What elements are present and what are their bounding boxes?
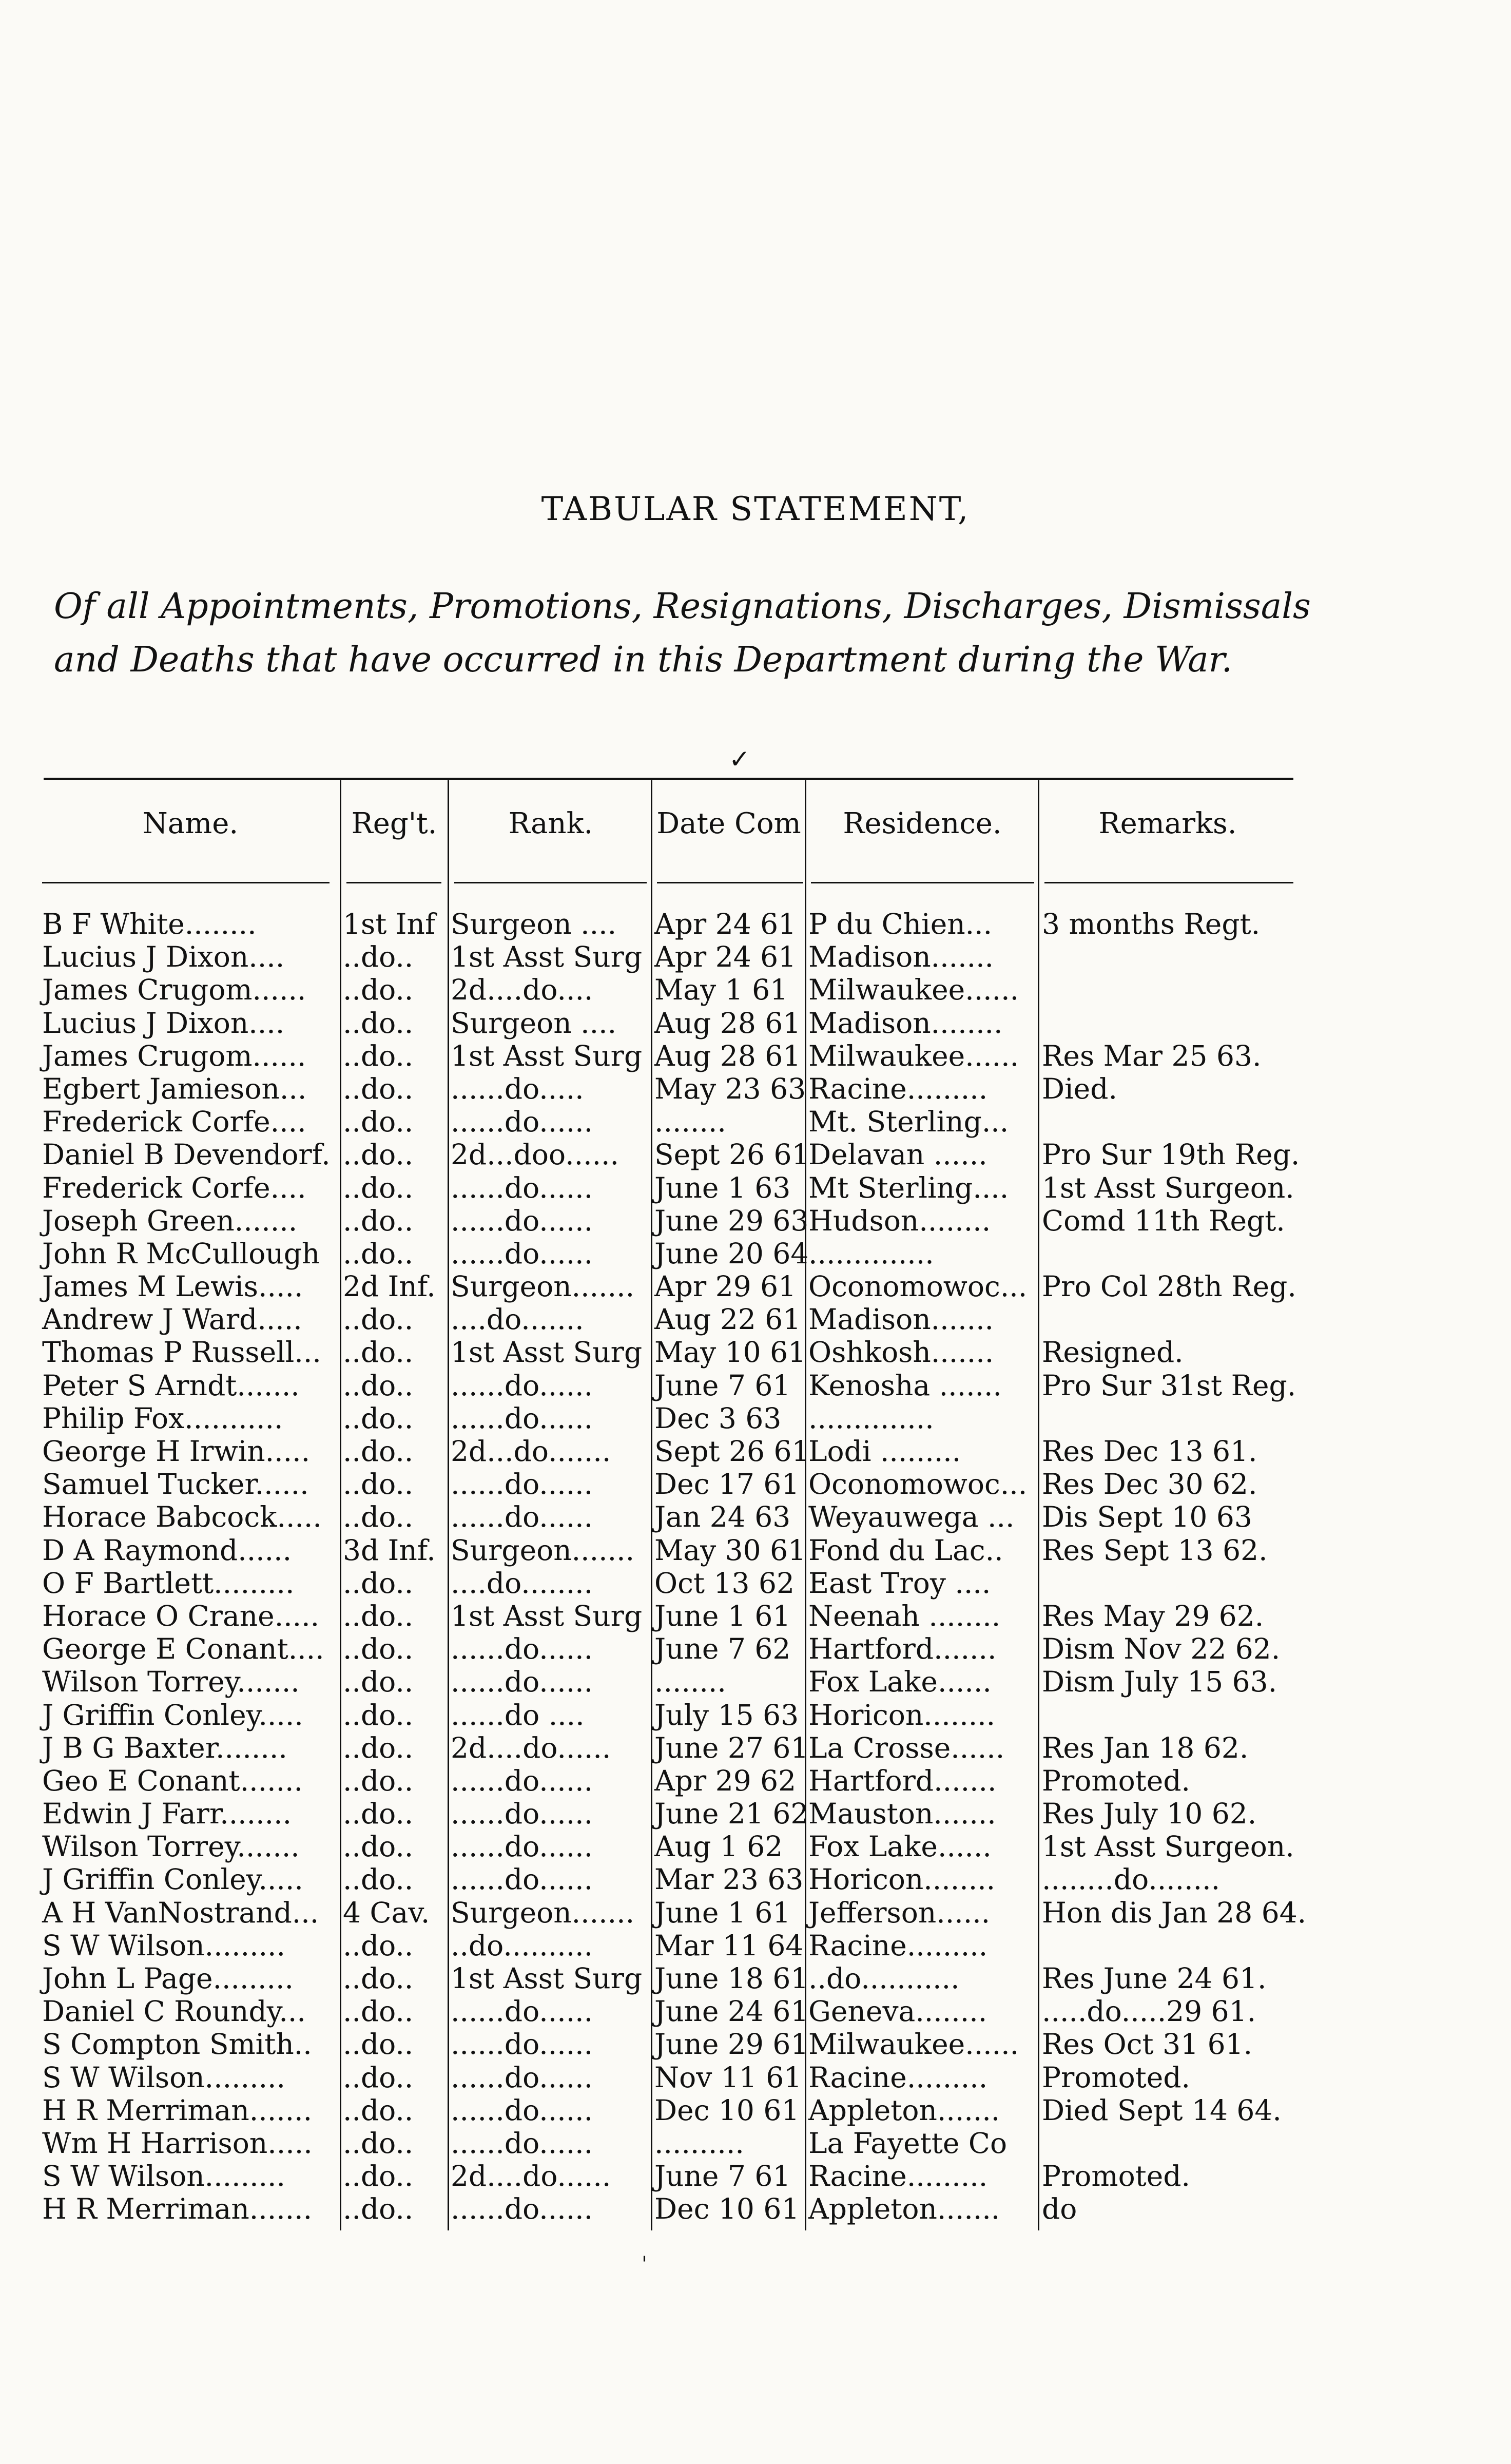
- table-row: [0, 1500, 1511, 1533]
- table-row: [0, 1171, 1511, 1204]
- cell-residence: Lodi .........: [808, 1435, 961, 1468]
- table-row: [0, 1237, 1511, 1270]
- cell-name: Lucius J Dixon....: [42, 940, 285, 974]
- table-row: [0, 1962, 1511, 1995]
- cell-residence: Racine.........: [808, 1929, 988, 1962]
- cell-date: Dec 17 61: [654, 1468, 800, 1501]
- table-row: [0, 1764, 1511, 1797]
- cell-residence: Weyauwega ...: [808, 1500, 1015, 1534]
- table-row: [0, 1007, 1511, 1040]
- cell-name: B F White........: [42, 908, 257, 940]
- cell-remarks: Died.: [1042, 1072, 1117, 1105]
- cell-regt: ..do..: [343, 2192, 414, 2226]
- header-regt: Reg't.: [351, 807, 437, 840]
- cell-rank: ......do......: [451, 2028, 593, 2061]
- table-row: [0, 1270, 1511, 1303]
- cell-regt: 4 Cav.: [343, 1896, 430, 1929]
- cell-rank: ......do.....: [451, 1072, 584, 1105]
- cell-remarks: Promoted.: [1042, 2160, 1191, 2193]
- cell-rank: Surgeon ....: [451, 908, 617, 940]
- cell-residence: Jefferson......: [808, 1896, 991, 1929]
- cell-regt: 2d Inf.: [343, 1270, 436, 1303]
- table-row: [0, 1731, 1511, 1764]
- cell-rank: ......do......: [451, 1369, 593, 1402]
- cell-name: John R McCullough: [42, 1237, 320, 1270]
- cell-residence: Fond du Lac..: [808, 1533, 1003, 1567]
- cell-regt: ..do..: [343, 2093, 414, 2127]
- cell-residence: ..do...........: [808, 1962, 960, 1995]
- cell-residence: Appleton.......: [808, 2192, 1000, 2226]
- cell-remarks: Pro Col 28th Reg.: [1042, 1270, 1296, 1303]
- cell-residence: Madison........: [808, 1006, 1003, 1040]
- cell-name: John L Page.........: [42, 1962, 294, 1995]
- cell-residence: P du Chien...: [808, 908, 993, 940]
- cell-date: Dec 10 61: [654, 2093, 800, 2127]
- cell-rank: 1st Asst Surg: [451, 1962, 643, 1995]
- cell-remarks: Died Sept 14 64.: [1042, 2093, 1282, 2127]
- cell-residence: Oconomowoc...: [808, 1270, 1028, 1303]
- table-row: [0, 1040, 1511, 1072]
- cell-residence: Hartford.......: [808, 1632, 997, 1666]
- cell-rank: 1st Asst Surg: [451, 1336, 643, 1369]
- table-row: [0, 2061, 1511, 2094]
- table-row: [0, 973, 1511, 1006]
- cell-remarks: Res June 24 61.: [1042, 1962, 1267, 1995]
- table-row: [0, 2028, 1511, 2061]
- cell-rank: ......do......: [451, 1204, 593, 1237]
- cell-date: Sept 26 61: [654, 1138, 810, 1171]
- cell-residence: Mt Sterling....: [808, 1171, 1009, 1204]
- cell-residence: La Crosse......: [808, 1731, 1005, 1764]
- cell-date: Dec 10 61: [654, 2192, 800, 2226]
- cell-regt: ..do..: [343, 1929, 414, 1962]
- cell-regt: ..do..: [343, 1599, 414, 1632]
- cell-date: June 24 61: [654, 1995, 809, 2028]
- cell-rank: ......do......: [451, 1665, 593, 1699]
- cell-date: Nov 11 61: [654, 2061, 802, 2094]
- table-row: [0, 1896, 1511, 1929]
- cell-residence: Oshkosh.......: [808, 1336, 994, 1369]
- table-row: [0, 1369, 1511, 1402]
- cell-rank: ......do......: [451, 1500, 593, 1534]
- cell-name: James Crugom......: [42, 973, 306, 1007]
- cell-remarks: Res Dec 30 62.: [1042, 1468, 1257, 1501]
- table-row: [0, 1995, 1511, 2028]
- cell-rank: 2d....do....: [451, 973, 593, 1007]
- cell-date: June 7 62: [654, 1632, 791, 1666]
- table-row: [0, 1303, 1511, 1336]
- cell-regt: ..do..: [343, 1237, 414, 1270]
- table-row: [0, 1402, 1511, 1435]
- cell-residence: Racine.........: [808, 1072, 988, 1105]
- cell-name: H R Merriman.......: [42, 2192, 313, 2226]
- header-underline: [657, 882, 803, 883]
- header-residence: Residence.: [843, 807, 1002, 840]
- cell-regt: ..do..: [343, 1171, 414, 1204]
- header-date: Date Com: [656, 807, 801, 840]
- cell-remarks: Dis Sept 10 63: [1042, 1500, 1252, 1534]
- header-underline: [346, 882, 441, 883]
- cell-residence: Milwaukee......: [808, 973, 1019, 1007]
- cell-name: S W Wilson.........: [42, 2160, 286, 2193]
- cell-remarks: Res Sept 13 62.: [1042, 1533, 1268, 1567]
- cell-rank: 1st Asst Surg: [451, 1599, 643, 1632]
- header-name: Name.: [142, 807, 239, 840]
- cell-regt: ..do..: [343, 1105, 414, 1139]
- table-row: [0, 1435, 1511, 1468]
- table-row: [0, 1204, 1511, 1237]
- cell-remarks: do: [1042, 2192, 1077, 2226]
- cell-rank: Surgeon.......: [451, 1533, 635, 1567]
- cell-residence: Kenosha .......: [808, 1369, 1002, 1402]
- cell-name: James M Lewis.....: [42, 1270, 303, 1303]
- cell-rank: ......do......: [451, 1797, 593, 1831]
- cell-date: May 30 61: [654, 1533, 806, 1567]
- cell-residence: ..............: [808, 1401, 934, 1435]
- cell-rank: ......do......: [451, 1171, 593, 1204]
- cell-date: Mar 23 63: [654, 1863, 804, 1896]
- cell-regt: ..do..: [343, 1632, 414, 1666]
- cell-regt: ..do..: [343, 1435, 414, 1468]
- header-underline: [1044, 882, 1293, 883]
- cell-name: Wm H Harrison.....: [42, 2126, 313, 2160]
- cell-rank: 2d....do......: [451, 2160, 611, 2193]
- cell-date: Apr 29 62: [654, 1764, 797, 1797]
- check-mark-glyph: ✓: [729, 744, 750, 774]
- table-header: [0, 807, 1511, 853]
- cell-residence: Hudson........: [808, 1204, 991, 1237]
- cell-regt: 1st Inf: [343, 908, 436, 940]
- cell-rank: ......do......: [451, 1401, 593, 1435]
- cell-residence: Madison.......: [808, 940, 994, 974]
- cell-residence: Hartford.......: [808, 1764, 997, 1797]
- cell-rank: Surgeon.......: [451, 1270, 635, 1303]
- table-row: [0, 1863, 1511, 1896]
- cell-name: Horace Babcock.....: [42, 1500, 322, 1534]
- cell-name: S W Wilson.........: [42, 2061, 286, 2094]
- cell-residence: Mauston.......: [808, 1797, 996, 1831]
- cell-remarks: .....do.....29 61.: [1042, 1995, 1256, 2028]
- cell-residence: Racine.........: [808, 2061, 988, 2094]
- cell-name: Wilson Torrey.......: [42, 1830, 300, 1863]
- cell-residence: Fox Lake......: [808, 1665, 992, 1699]
- cell-date: Aug 28 61: [654, 1006, 801, 1040]
- cell-residence: East Troy ....: [808, 1566, 991, 1600]
- cell-name: Geo E Conant.......: [42, 1764, 303, 1797]
- cell-rank: 2d...doo......: [451, 1138, 619, 1171]
- cell-date: June 20 64: [654, 1237, 809, 1270]
- cell-date: Aug 1 62: [654, 1830, 783, 1863]
- table-row: [0, 2192, 1511, 2225]
- cell-rank: ......do......: [451, 1830, 593, 1863]
- page-subtitle: Of all Appointments, Promotions, Resignations, Discharges, Dismissals and Deaths that have occurred in this Department during the War.: [54, 586, 1311, 680]
- cell-date: ..........: [654, 2126, 744, 2160]
- cell-remarks: Resigned.: [1042, 1336, 1184, 1369]
- cell-residence: Horicon........: [808, 1863, 996, 1896]
- cell-name: George E Conant....: [42, 1632, 324, 1666]
- cell-date: Aug 22 61: [654, 1303, 801, 1336]
- table-row: [0, 1797, 1511, 1830]
- table-row: [0, 1929, 1511, 1962]
- cell-remarks: Res Oct 31 61.: [1042, 2028, 1253, 2061]
- cell-residence: Oconomowoc...: [808, 1468, 1028, 1501]
- table-row: [0, 1600, 1511, 1632]
- cell-rank: ......do......: [451, 1995, 593, 2028]
- cell-regt: ..do..: [343, 1566, 414, 1600]
- header-underline: [811, 882, 1034, 883]
- cell-date: May 23 63: [654, 1072, 806, 1105]
- table-row: [0, 1699, 1511, 1731]
- cell-name: Frederick Corfe....: [42, 1171, 306, 1204]
- table-row: [0, 1830, 1511, 1863]
- cell-regt: ..do..: [343, 1962, 414, 1995]
- cell-rank: ......do......: [451, 1863, 593, 1896]
- cell-name: Andrew J Ward.....: [42, 1303, 302, 1336]
- cell-date: June 7 61: [654, 2160, 791, 2193]
- cell-name: Daniel C Roundy...: [42, 1995, 306, 2028]
- cell-remarks: Res May 29 62.: [1042, 1599, 1264, 1632]
- page-mark: ': [642, 2253, 647, 2276]
- cell-remarks: Hon dis Jan 28 64.: [1042, 1896, 1307, 1929]
- cell-residence: Mt. Sterling...: [808, 1105, 1009, 1139]
- table-top-rule: [44, 778, 1293, 780]
- cell-name: Egbert Jamieson...: [42, 1072, 307, 1105]
- cell-name: Daniel B Devendorf.: [42, 1138, 331, 1171]
- cell-regt: ..do..: [343, 1039, 414, 1072]
- cell-date: Aug 28 61: [654, 1039, 801, 1072]
- cell-remarks: Pro Sur 31st Reg.: [1042, 1369, 1296, 1402]
- cell-regt: ..do..: [343, 1500, 414, 1534]
- cell-residence: Milwaukee......: [808, 2028, 1019, 2061]
- cell-residence: Neenah ........: [808, 1599, 1001, 1632]
- cell-residence: Delavan ......: [808, 1138, 987, 1171]
- cell-remarks: 1st Asst Surgeon.: [1042, 1171, 1294, 1204]
- cell-remarks: Res July 10 62.: [1042, 1797, 1257, 1831]
- cell-remarks: Pro Sur 19th Reg.: [1042, 1138, 1300, 1171]
- cell-rank: 2d...do.......: [451, 1435, 611, 1468]
- cell-rank: ....do.......: [451, 1303, 584, 1336]
- cell-date: June 21 62: [654, 1797, 809, 1831]
- cell-regt: ..do..: [343, 973, 414, 1007]
- cell-regt: ..do..: [343, 1797, 414, 1831]
- cell-date: Oct 13 62: [654, 1566, 795, 1600]
- cell-name: S W Wilson.........: [42, 1929, 286, 1962]
- cell-regt: ..do..: [343, 1369, 414, 1402]
- cell-regt: ..do..: [343, 1401, 414, 1435]
- cell-regt: ..do..: [343, 1138, 414, 1171]
- table-row: [0, 1072, 1511, 1105]
- cell-name: Lucius J Dixon....: [42, 1006, 285, 1040]
- cell-regt: ..do..: [343, 1764, 414, 1797]
- cell-date: Apr 24 61: [654, 908, 797, 940]
- cell-rank: ....do........: [451, 1566, 593, 1600]
- cell-date: May 10 61: [654, 1336, 806, 1369]
- table-row: [0, 940, 1511, 973]
- cell-regt: ..do..: [343, 1731, 414, 1764]
- cell-residence: Fox Lake......: [808, 1830, 992, 1863]
- cell-name: Joseph Green.......: [42, 1204, 298, 1237]
- cell-rank: ......do......: [451, 1632, 593, 1666]
- cell-remarks: Comd 11th Regt.: [1042, 1204, 1285, 1237]
- cell-date: June 27 61: [654, 1731, 809, 1764]
- header-rank: Rank.: [508, 807, 593, 840]
- cell-date: July 15 63: [654, 1698, 799, 1731]
- cell-date: ........: [654, 1665, 726, 1699]
- cell-residence: Appleton.......: [808, 2093, 1000, 2127]
- table-row: [0, 2094, 1511, 2127]
- cell-name: Horace O Crane.....: [42, 1599, 320, 1632]
- cell-rank: ......do......: [451, 1468, 593, 1501]
- cell-remarks: Res Mar 25 63.: [1042, 1039, 1262, 1072]
- cell-remarks: Dism July 15 63.: [1042, 1665, 1277, 1699]
- cell-name: Edwin J Farr........: [42, 1797, 292, 1831]
- cell-date: Mar 11 64: [654, 1929, 804, 1962]
- cell-residence: Horicon........: [808, 1698, 996, 1731]
- table-body: [0, 908, 1511, 2226]
- table-row: [0, 1632, 1511, 1665]
- cell-date: May 1 61: [654, 973, 788, 1007]
- table-row: [0, 2127, 1511, 2160]
- table-row: [0, 1336, 1511, 1369]
- cell-date: June 7 61: [654, 1369, 791, 1402]
- header-underline: [42, 882, 330, 883]
- cell-remarks: ........do........: [1042, 1863, 1221, 1896]
- table-row: [0, 1534, 1511, 1567]
- cell-regt: ..do..: [343, 1698, 414, 1731]
- cell-date: June 18 61: [654, 1962, 809, 1995]
- cell-regt: ..do..: [343, 1830, 414, 1863]
- cell-date: Jan 24 63: [654, 1500, 791, 1534]
- table-row: [0, 2160, 1511, 2192]
- cell-date: Apr 24 61: [654, 940, 797, 974]
- cell-residence: Madison.......: [808, 1303, 994, 1336]
- page-title: TABULAR STATEMENT,: [541, 490, 970, 528]
- cell-regt: ..do..: [343, 1006, 414, 1040]
- cell-name: S Compton Smith..: [42, 2028, 312, 2061]
- cell-name: Frederick Corfe....: [42, 1105, 306, 1139]
- table-row: [0, 908, 1511, 940]
- cell-residence: ..............: [808, 1237, 934, 1270]
- cell-name: J Griffin Conley.....: [42, 1698, 303, 1731]
- cell-regt: ..do..: [343, 2061, 414, 2094]
- cell-regt: ..do..: [343, 1665, 414, 1699]
- header-underline: [454, 882, 647, 883]
- cell-rank: ......do ....: [451, 1698, 585, 1731]
- cell-rank: 1st Asst Surg: [451, 940, 643, 974]
- cell-regt: ..do..: [343, 2028, 414, 2061]
- table-row: [0, 1138, 1511, 1171]
- cell-residence: Racine.........: [808, 2160, 988, 2193]
- cell-name: D A Raymond......: [42, 1533, 292, 1567]
- cell-remarks: Promoted.: [1042, 1764, 1191, 1797]
- header-remarks: Remarks.: [1098, 807, 1237, 840]
- cell-rank: ......do......: [451, 2192, 593, 2226]
- cell-regt: ..do..: [343, 1995, 414, 2028]
- cell-date: June 29 63: [654, 1204, 809, 1237]
- cell-remarks: 3 months Regt.: [1042, 908, 1261, 940]
- cell-rank: 2d....do......: [451, 1731, 611, 1764]
- cell-remarks: Res Jan 18 62.: [1042, 1731, 1249, 1764]
- cell-name: James Crugom......: [42, 1039, 306, 1072]
- cell-residence: La Fayette Co: [808, 2126, 1008, 2160]
- table-row: [0, 1567, 1511, 1600]
- cell-remarks: Promoted.: [1042, 2061, 1191, 2094]
- cell-name: H R Merriman.......: [42, 2093, 313, 2127]
- table-row: [0, 1468, 1511, 1500]
- cell-rank: Surgeon ....: [451, 1006, 617, 1040]
- cell-name: Samuel Tucker......: [42, 1468, 309, 1501]
- cell-name: A H VanNostrand...: [42, 1896, 319, 1929]
- cell-regt: ..do..: [343, 1468, 414, 1501]
- cell-residence: Milwaukee......: [808, 1039, 1019, 1072]
- cell-name: Thomas P Russell...: [42, 1336, 321, 1369]
- cell-regt: ..do..: [343, 1336, 414, 1369]
- cell-name: J B G Baxter........: [42, 1731, 287, 1764]
- cell-rank: ..do..........: [451, 1929, 593, 1962]
- cell-date: June 29 61: [654, 2028, 809, 2061]
- cell-regt: ..do..: [343, 1204, 414, 1237]
- cell-residence: Geneva........: [808, 1995, 987, 2028]
- cell-date: ........: [654, 1105, 726, 1139]
- cell-remarks: 1st Asst Surgeon.: [1042, 1830, 1294, 1863]
- table-row: [0, 1665, 1511, 1698]
- cell-rank: ......do......: [451, 2093, 593, 2127]
- cell-date: Sept 26 61: [654, 1435, 810, 1468]
- cell-name: Peter S Arndt.......: [42, 1369, 300, 1402]
- cell-regt: ..do..: [343, 1303, 414, 1336]
- cell-remarks: Dism Nov 22 62.: [1042, 1632, 1281, 1666]
- table-row: [0, 1105, 1511, 1138]
- cell-regt: ..do..: [343, 940, 414, 974]
- cell-name: O F Bartlett.........: [42, 1566, 295, 1600]
- cell-regt: ..do..: [343, 2126, 414, 2160]
- cell-name: Wilson Torrey.......: [42, 1665, 300, 1699]
- cell-remarks: Res Dec 13 61.: [1042, 1435, 1257, 1468]
- cell-regt: ..do..: [343, 1863, 414, 1896]
- cell-rank: ......do......: [451, 1105, 593, 1139]
- cell-rank: ......do......: [451, 2061, 593, 2094]
- cell-rank: ......do......: [451, 2126, 593, 2160]
- cell-date: June 1 63: [654, 1171, 791, 1204]
- cell-name: J Griffin Conley.....: [42, 1863, 303, 1896]
- cell-rank: ......do......: [451, 1764, 593, 1797]
- cell-date: Apr 29 61: [654, 1270, 797, 1303]
- cell-rank: Surgeon.......: [451, 1896, 635, 1929]
- cell-date: June 1 61: [654, 1599, 791, 1632]
- cell-rank: ......do......: [451, 1237, 593, 1270]
- cell-date: June 1 61: [654, 1896, 791, 1929]
- cell-regt: ..do..: [343, 1072, 414, 1105]
- cell-name: Philip Fox...........: [42, 1401, 283, 1435]
- cell-name: George H Irwin.....: [42, 1435, 311, 1468]
- cell-date: Dec 3 63: [654, 1401, 782, 1435]
- cell-rank: 1st Asst Surg: [451, 1039, 643, 1072]
- cell-regt: 3d Inf.: [343, 1533, 436, 1567]
- cell-regt: ..do..: [343, 2160, 414, 2193]
